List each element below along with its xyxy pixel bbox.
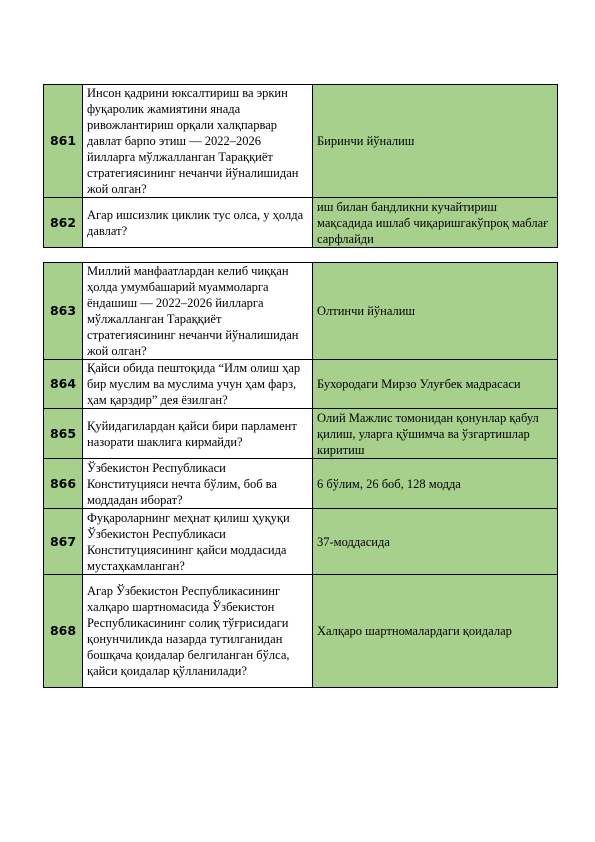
question-table-bottom — [43, 262, 558, 688]
question-number: 864 — [44, 360, 83, 409]
question-text: Фуқароларнинг меҳнат қилиш ҳуқуқи Ўзбекистон Республикаси Конституциясининг қайси моддасида мустаҳкамланган? — [83, 509, 313, 575]
table-row — [44, 360, 558, 409]
answer-text: 6 бўлим, 26 боб, 128 модда — [313, 459, 558, 509]
answer-text: 37-моддасида — [313, 509, 558, 575]
question-text: Қуйидагилардан қайси бири парламент назорати шаклига кирмайди? — [83, 409, 313, 459]
question-text: Агар Ўзбекистон Республикасининг халқаро шартномасида Ўзбекистон Республикасининг солиқ тўғрисидаги қонунчиликда назарда тутилганидан бошқача қоидалар белгиланган бўлса, қайси қоидалар қўлланилади? — [83, 575, 313, 688]
question-number: 865 — [44, 409, 83, 459]
table-row — [44, 575, 558, 688]
answer-text: Халқаро шартномалардаги қоидалар — [313, 575, 558, 688]
answer-text: иш билан бандликни кучайтириш мақсадида ишлаб чиқаришгакўпроқ маблағ сарфлайди — [313, 198, 558, 248]
answer-text: Биринчи йўналиш — [313, 85, 558, 198]
question-table-top — [43, 84, 558, 248]
question-text: Ўзбекистон Республикаси Конституцияси нечта бўлим, боб ва моддадан иборат? — [83, 459, 313, 509]
question-number: 866 — [44, 459, 83, 509]
table-row — [44, 509, 558, 575]
answer-text: Олтинчи йўналиш — [313, 263, 558, 360]
question-text: Миллий манфаатлардан келиб чиққан ҳолда умумбашарий муаммоларга ёндашиш — 2022–2026 йилларга мўлжалланган Тараққиёт стратегиясининг нечанчи йўналишидан жой олган? — [83, 263, 313, 360]
question-text: Қайси обида пештоқида “Илм олиш ҳар бир муслим ва муслима учун ҳам фарз, ҳам қарздир” дея ёзилган? — [83, 360, 313, 409]
table-row — [44, 85, 558, 198]
question-number: 868 — [44, 575, 83, 688]
table-row — [44, 198, 558, 248]
question-text: Агар ишсизлик циклик тус олса, у ҳолда давлат? — [83, 198, 313, 248]
question-number: 862 — [44, 198, 83, 248]
table-row — [44, 409, 558, 459]
table-row — [44, 263, 558, 360]
question-number: 863 — [44, 263, 83, 360]
question-number: 861 — [44, 85, 83, 198]
table-row — [44, 459, 558, 509]
answer-text: Бухородаги Мирзо Улуғбек мадрасаси — [313, 360, 558, 409]
question-text: Инсон қадрини юксалтириш ва эркин фуқаролик жамиятини янада ривожлантириш орқали халқпарвар давлат барпо этиш — 2022–2026 йилларга мўлжалланган Тараққиёт стратегиясининг нечанчи йўналишидан жой олган? — [83, 85, 313, 198]
question-number: 867 — [44, 509, 83, 575]
answer-text: Олий Мажлис томонидан қонунлар қабул қилиш, уларга қўшимча ва ўзгартишлар киритиш — [313, 409, 558, 459]
